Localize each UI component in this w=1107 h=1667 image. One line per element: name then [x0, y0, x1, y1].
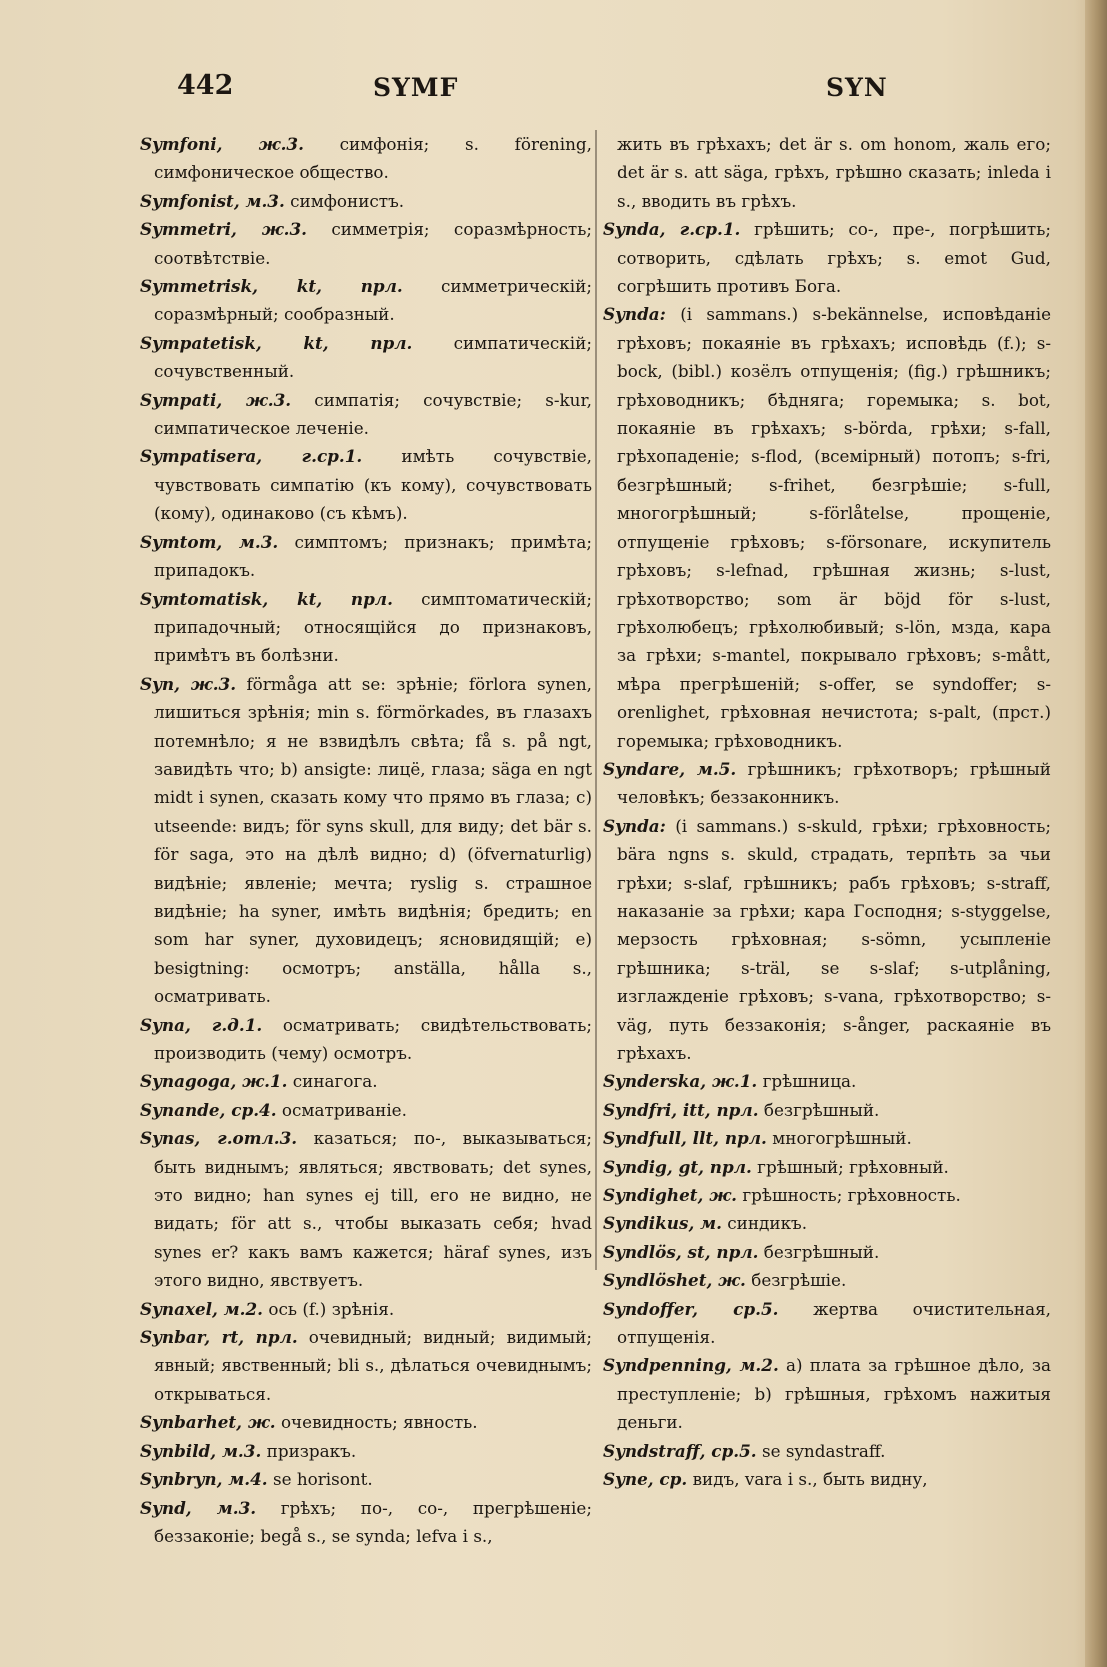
page-edge	[1085, 0, 1107, 1667]
dictionary-entry	[603, 1266, 1051, 1294]
entry-headword: Syndikus, м.	[603, 1213, 722, 1234]
entry-headword: Synda:	[603, 304, 666, 325]
dictionary-entry	[140, 1494, 592, 1551]
dictionary-entry	[140, 215, 592, 272]
entry-definition: призракъ.	[266, 1440, 357, 1461]
entry-headword: Sympati, ж.3.	[140, 389, 292, 410]
dictionary-entry	[140, 670, 592, 1011]
dictionary-entry	[603, 755, 1051, 812]
entry-definition: симпатія; сочувствіе; s-kur, симпатическое леченіе.	[154, 389, 592, 439]
entry-definition: симметрія; соразмѣрность; соотвѣтствіе.	[154, 219, 592, 268]
entry-headword: Symtom, м.3.	[140, 531, 279, 552]
dictionary-entry	[603, 1181, 1051, 1209]
right-running-head: SYN	[826, 73, 888, 102]
entry-definition: грѣшникъ; грѣхотворъ; грѣшный человѣкъ; беззаконникъ.	[617, 758, 1051, 808]
entry-headword: Synbar, rt, прл.	[140, 1327, 298, 1348]
entry-headword: Symmetrisk, kt, прл.	[140, 276, 403, 297]
entry-definition: синагога.	[292, 1071, 378, 1092]
dictionary-entry	[140, 528, 592, 585]
dictionary-entry	[140, 1124, 592, 1294]
dictionary-entry	[140, 272, 592, 329]
entry-definition: (i sammans.) s-skuld, грѣхи; грѣховность; bära ngns s. skuld, страдать, терпѣть за чьи грѣхи; s-slaf, грѣшникъ; рабъ грѣховъ; s-straff, наказаніе за грѣхи; кара Господня; s-styggelse, мерзость грѣховная; s-sömn, усыпленіе грѣшника; s-träl, se s-slaf; s-utplåning, изглажденіе грѣховъ; s-vana, грѣхотворство; s-väg, путь беззаконія; s-ånger, раскаяніе въ грѣхахъ.	[617, 815, 1051, 1063]
entry-headword: Syna, г.д.1.	[140, 1014, 263, 1035]
entry-headword: Syndig, gt, прл.	[603, 1156, 752, 1177]
dictionary-entry	[603, 1209, 1051, 1237]
dictionary-entry	[603, 1295, 1051, 1352]
entry-definition: симметрическій; соразмѣрный; сообразный.	[154, 276, 592, 325]
entry-definition: (i sammans.) s-bekännelse, исповѣданіе грѣховъ; покаяніе въ грѣхахъ; исповѣдь (f.); s-bock, (bibl.) козёлъ отпущенія; (fig.) грѣшникъ; грѣховодникъ; бѣдняга; горемыка; s. bot, покаяніе въ грѣхахъ; s-börda, грѣхи; s-fall, грѣхопаденіе; s-flod, (всемірный) потопъ; s-fri, безгрѣшный; s-frihet, безгрѣшіе; s-full, многогрѣшный; s-förlåtelse, прощеніе, отпущеніе грѣховъ; s-försonare, искупитель грѣховъ; s-lefnad, грѣшная жизнь; s-lust, грѣхотворство; som är böjd för s-lust, грѣхолюбецъ; грѣхолюбивый; s-lön, мзда, кара за грѣхи; s-mantel, покрывало грѣховъ; s-mått, мѣра прегрѣшеній; s-offer, se syndoffer; s-orenlighet, грѣховная нечистота; s-palt, (прст.) горемыка; грѣховодникъ.	[617, 304, 1051, 751]
entry-headword: Synd, м.3.	[140, 1497, 257, 1518]
column-divider	[595, 130, 597, 1270]
entry-headword: Synda, г.ср.1.	[603, 219, 741, 240]
entry-headword: Sympatetisk, kt, прл.	[140, 332, 413, 353]
entry-definition: видъ, vara i s., быть видну,	[692, 1469, 928, 1490]
entry-definition: förmåga att se: зрѣніе; förlora synen, лишиться зрѣнія; min s. förmörkades, въ глазахъ потемнѣло; я не взвидѣлъ свѣта; få s. på ngt, завидѣть что; b) ansigte: лицё, глаза; säga en ngt midt i synen, сказать кому что прямо въ глаза; c) utseende: видъ; för syns skull, для виду; det bär s. för saga, это на дѣлѣ видно; d) (öfvernaturlig) видѣніе; явленіе; мечта; ryslig s. страшное видѣніе; ha syner, имѣть видѣнія; бредить; en som har syner, духовидецъ; ясновидящій; e) besigtning: осмотръ; anställa, hålla s., осматривать.	[154, 673, 592, 1007]
entry-headword: Synbild, м.3.	[140, 1440, 262, 1461]
dictionary-entry	[603, 1067, 1051, 1095]
entry-definition: se syndastraff.	[761, 1440, 886, 1461]
entry-definition: очевидный; видный; видимый; явный; явственный; bli s., дѣлаться очевиднымъ; открываться.	[154, 1327, 592, 1404]
entry-definition: грѣхъ; по-, со-, прегрѣшеніе; беззаконіе; begå s., se synda; lefva i s.,	[154, 1497, 592, 1546]
dictionary-entry	[140, 1096, 592, 1124]
entry-definition: многогрѣшный.	[772, 1128, 912, 1149]
entry-headword: Synda:	[603, 815, 666, 836]
dictionary-entry	[140, 1408, 592, 1436]
dictionary-entry	[603, 1238, 1051, 1266]
entry-headword: Synderska, ж.1.	[603, 1071, 758, 1092]
entry-headword: Synas, г.отл.3.	[140, 1128, 298, 1149]
entry-headword: Syndoffer, ср.5.	[603, 1298, 779, 1319]
entry-headword: Synbryn, м.4.	[140, 1469, 268, 1490]
entry-definition: симпатическій; сочувственный.	[154, 332, 593, 382]
entry-headword: Symtomatisk, kt, прл.	[140, 588, 393, 609]
entry-definition: очевидность; явность.	[280, 1412, 478, 1433]
entry-headword: Sympatisera, г.ср.1.	[140, 446, 363, 467]
entry-definition: грѣшница.	[762, 1071, 857, 1092]
dictionary-entry	[140, 585, 592, 670]
dictionary-entry	[603, 1096, 1051, 1124]
entry-definition: безгрѣшный.	[763, 1099, 880, 1120]
dictionary-entry	[140, 130, 592, 187]
entry-headword: Syndstraff, ср.5.	[603, 1440, 757, 1461]
entry-definition: симптоматическій; припадочный; относящійся до признаковъ, примѣтъ въ болѣзни.	[154, 588, 592, 666]
dictionary-entry	[140, 1295, 592, 1323]
entry-headword: Syndlös, st, прл.	[603, 1241, 759, 1262]
entry-definition: жертва очистительная, отпущенія.	[617, 1298, 1052, 1348]
entry-definition: симфонистъ.	[290, 190, 405, 211]
right-column	[603, 130, 1051, 1494]
entry-headword: Syn, ж.3.	[140, 673, 237, 694]
page-header	[0, 70, 1107, 110]
entry-definition: жить въ грѣхахъ; det är s. om honom, жаль его; det är s. att säga, грѣхъ, грѣшно сказать; inleda i s., вводить въ грѣхъ.	[617, 134, 1051, 211]
entry-definition: симптомъ; признакъ; примѣта; припадокъ.	[154, 531, 592, 581]
entry-definition: казаться; по-, выказываться; быть виднымъ; являться; явствовать; det synes, это видно; han synes ej till, его не видно, не видать; för att s., чтобы выказать себя; hvad synes er? какъ вамъ кажется; häraf synes, изъ этого видно, явствуетъ.	[154, 1128, 592, 1291]
dictionary-entry	[603, 300, 1051, 755]
entry-definition: симфонія; s. förening, симфоническое общество.	[154, 134, 592, 183]
dictionary-entry	[603, 812, 1051, 1068]
entry-definition: грѣшить; со-, пре-, погрѣшить; сотворить, сдѣлать грѣхъ; s. emot Gud, согрѣшить противъ Бога.	[617, 219, 1051, 297]
entry-definition: грѣшность; грѣховность.	[742, 1185, 961, 1206]
entry-definition: безгрѣшіе.	[751, 1270, 847, 1291]
dictionary-entry	[140, 1067, 592, 1095]
left-running-head: SYMF	[373, 73, 459, 102]
entry-definition: безгрѣшный.	[763, 1241, 880, 1262]
dictionary-entry	[140, 329, 592, 386]
dictionary-entry	[603, 130, 1051, 215]
dictionary-entry	[603, 1153, 1051, 1181]
entry-headword: Synbarhet, ж.	[140, 1412, 276, 1433]
left-column	[140, 130, 592, 1550]
dictionary-entry	[140, 1323, 592, 1408]
dictionary-entry	[603, 1124, 1051, 1152]
entry-headword: Synagoga, ж.1.	[140, 1071, 288, 1092]
entry-definition: ось (f.) зрѣнія.	[268, 1298, 395, 1319]
dictionary-entry	[603, 1437, 1051, 1465]
entry-headword: Syne, ср.	[603, 1469, 688, 1490]
entry-headword: Syndpenning, м.2.	[603, 1355, 779, 1376]
entry-headword: Synande, ср.4.	[140, 1099, 277, 1120]
dictionary-entry	[140, 187, 592, 215]
entry-headword: Syndighet, ж.	[603, 1185, 737, 1206]
entry-definition: синдикъ.	[727, 1213, 808, 1234]
entry-headword: Syndfri, itt, прл.	[603, 1099, 759, 1120]
entry-headword: Syndare, м.5.	[603, 758, 737, 779]
entry-definition: осматриваніе.	[281, 1099, 407, 1120]
dictionary-entry	[603, 1351, 1051, 1436]
entry-definition: a) плата за грѣшное дѣло, за преступленіе; b) грѣшныя, грѣхомъ нажитыя деньги.	[617, 1355, 1051, 1433]
dictionary-entry	[140, 1465, 592, 1493]
dictionary-entry	[140, 386, 592, 443]
dictionary-entry	[603, 215, 1051, 300]
entry-headword: Symfonist, м.3.	[140, 190, 285, 211]
entry-definition: имѣть сочувствіе, чувствовать симпатію (къ кому), сочувствовать (кому), одинаково (съ кѣмъ).	[154, 446, 593, 524]
entry-headword: Symfoni, ж.3.	[140, 134, 304, 154]
dictionary-entry	[140, 1011, 592, 1068]
dictionary-entry	[140, 442, 592, 527]
entry-headword: Syndlöshet, ж.	[603, 1270, 746, 1291]
dictionary-entry	[603, 1465, 1051, 1493]
page-number: 442	[177, 70, 234, 101]
dictionary-entry	[140, 1437, 592, 1465]
entry-definition: se horisont.	[272, 1469, 373, 1490]
entry-headword: Symmetri, ж.3.	[140, 219, 307, 240]
entry-definition: грѣшный; грѣховный.	[757, 1156, 949, 1177]
entry-definition: осматривать; свидѣтельствовать; производить (чему) осмотръ.	[154, 1014, 592, 1063]
entry-headword: Syndfull, llt, прл.	[603, 1128, 767, 1149]
entry-headword: Synaxel, м.2.	[140, 1298, 263, 1319]
